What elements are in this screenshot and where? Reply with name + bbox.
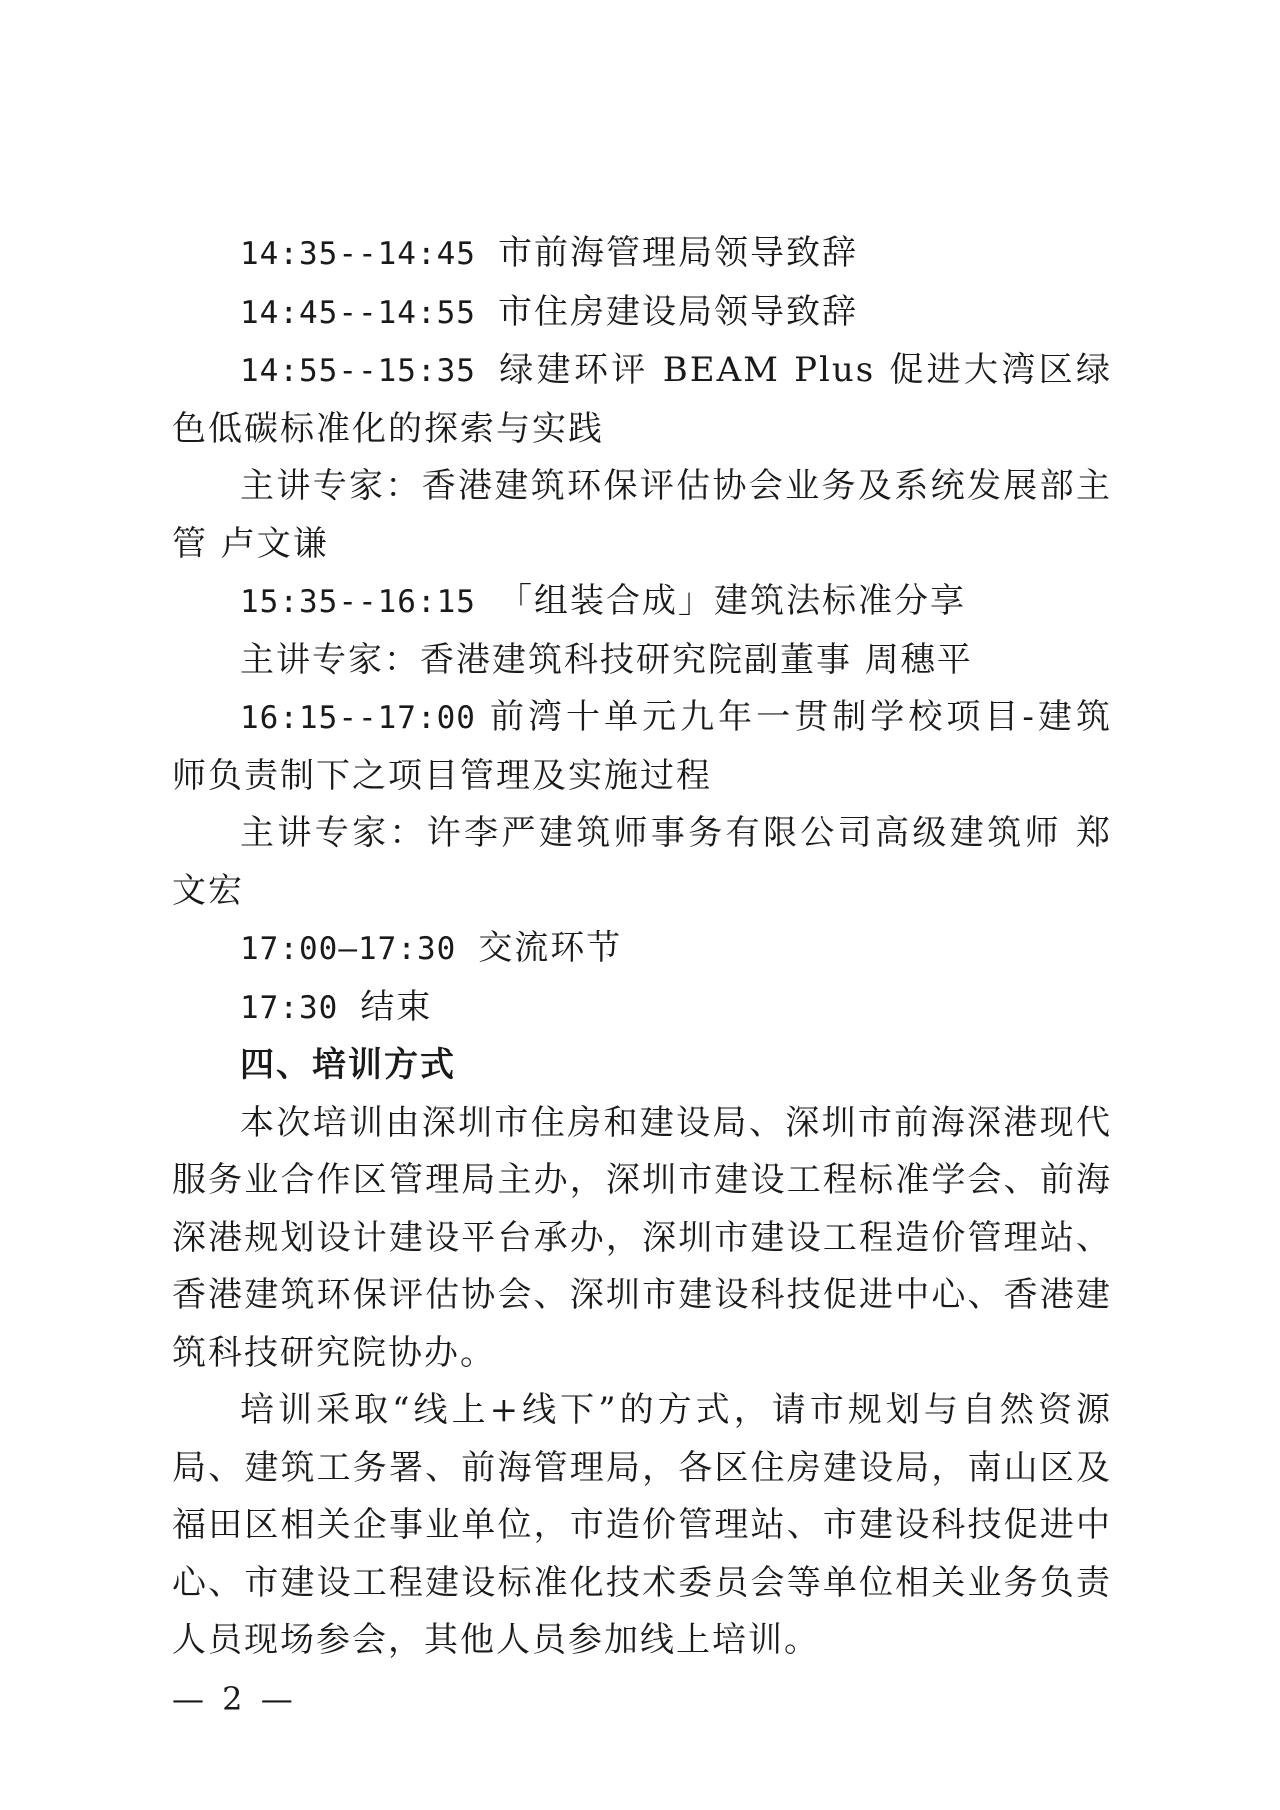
schedule-time: 16:15--17:00 [240, 700, 476, 736]
schedule-speaker: 主讲专家：香港建筑环保评估协会业务及系统发展部主管 卢文谦 [172, 466, 1112, 564]
schedule-time: 17:00—17:30 [240, 931, 457, 967]
schedule-title: 前湾十单元九年一贯制学校项目-建筑师负责制下之项目管理及实施过程 [172, 697, 1112, 796]
schedule-item [172, 920, 1112, 979]
schedule-item [172, 979, 1112, 1038]
schedule-item [172, 689, 1112, 805]
schedule-item [172, 573, 1112, 632]
schedule-item [172, 284, 1112, 343]
schedule-time: 14:35--14:45 [240, 236, 476, 272]
paragraph-organizers: 本次培训由深圳市住房和建设局、深圳市前海深港现代服务业合作区管理局主办，深圳市建设工程标准学会、前海深港规划设计建设平台承办，深圳市建设工程造价管理站、香港建筑环保评估协会、深圳市建设科技促进中心、香港建筑科技研究院协办。 [172, 1102, 1112, 1373]
paragraph-format: 培训采取“线上+线下”的方式，请市规划与自然资源局、建筑工务署、前海管理局，各区住房建设局，南山区及福田区相关企事业单位，市造价管理站、市建设科技促进中心、市建设工程建设标准化技术委员会等单位相关业务负责人员现场参会，其他人员参加线上培训。 [172, 1390, 1112, 1660]
page-number: — 2 — [172, 1680, 297, 1718]
schedule-time: 14:55--15:35 [240, 353, 476, 389]
schedule-title: 交流环节 [478, 928, 623, 968]
schedule-item [172, 342, 1112, 458]
section-heading: 四、培训方式 [240, 1045, 456, 1085]
schedule-time: 14:45--14:55 [240, 294, 476, 331]
schedule-time: 17:30 [240, 989, 339, 1026]
schedule-title: 「组装合成」建筑法标准分享 [497, 581, 966, 621]
document-body [172, 225, 1112, 1670]
schedule-title: 市前海管理局领导致辞 [497, 233, 858, 273]
schedule-title: 绿建环评 BEAM Plus 促进大湾区绿色低碳标准化的探索与实践 [172, 350, 1112, 449]
schedule-speaker: 主讲专家：许李严建筑师事务有限公司高级建筑师 郑文宏 [172, 813, 1112, 911]
schedule-title: 市住房建设局领导致辞 [497, 291, 858, 332]
schedule-time: 15:35--16:15 [240, 584, 476, 620]
schedule-speaker: 主讲专家：香港建筑科技研究院副董事 周穗平 [240, 639, 973, 680]
schedule-title: 结束 [360, 986, 433, 1027]
schedule-item [172, 225, 1112, 284]
